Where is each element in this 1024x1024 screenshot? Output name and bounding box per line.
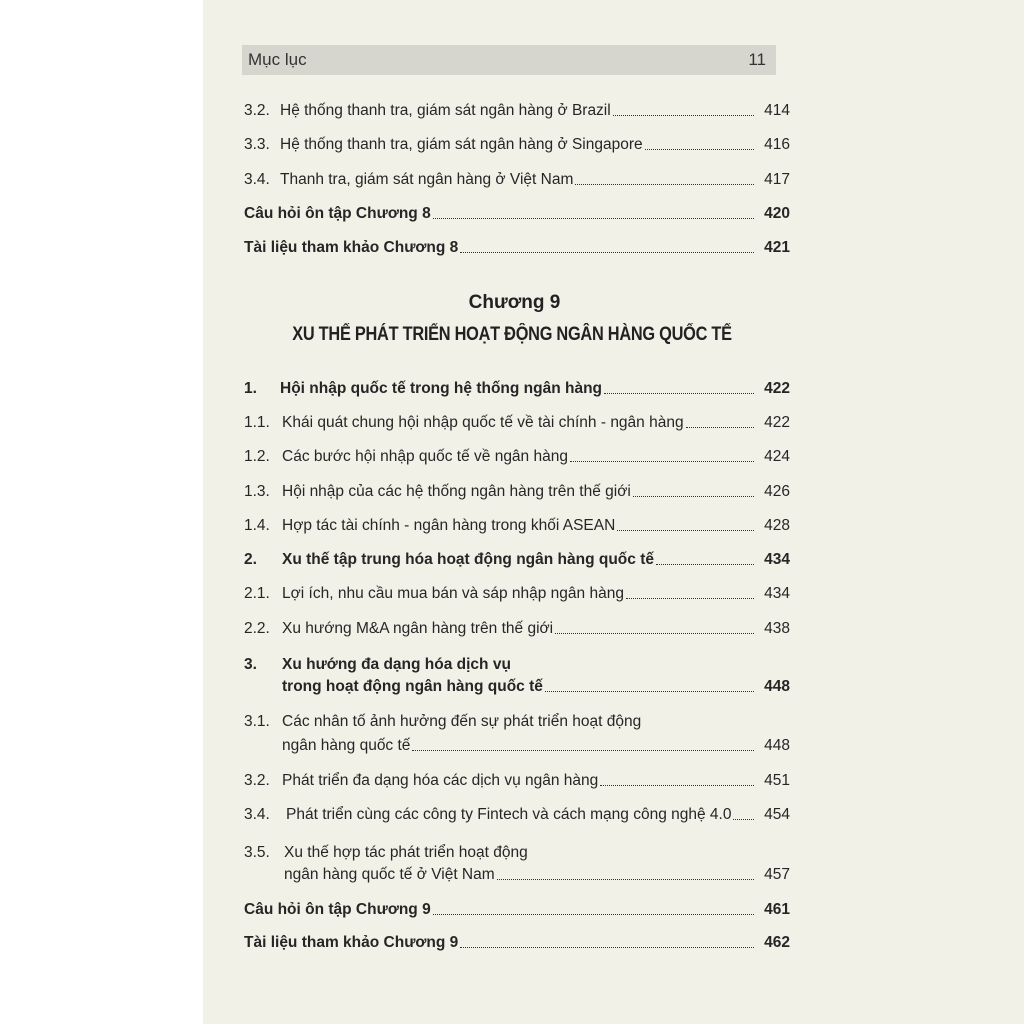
running-header — [242, 45, 776, 75]
header-page-number: 11 — [748, 50, 766, 69]
chapter-label: Chương 9 — [468, 292, 561, 313]
chapter-title: XU THẾ PHÁT TRIỂN HOẠT ĐỘNG NGÂN HÀNG QUỐC TẾ — [292, 324, 732, 345]
header-title: Mục lục — [248, 50, 307, 69]
